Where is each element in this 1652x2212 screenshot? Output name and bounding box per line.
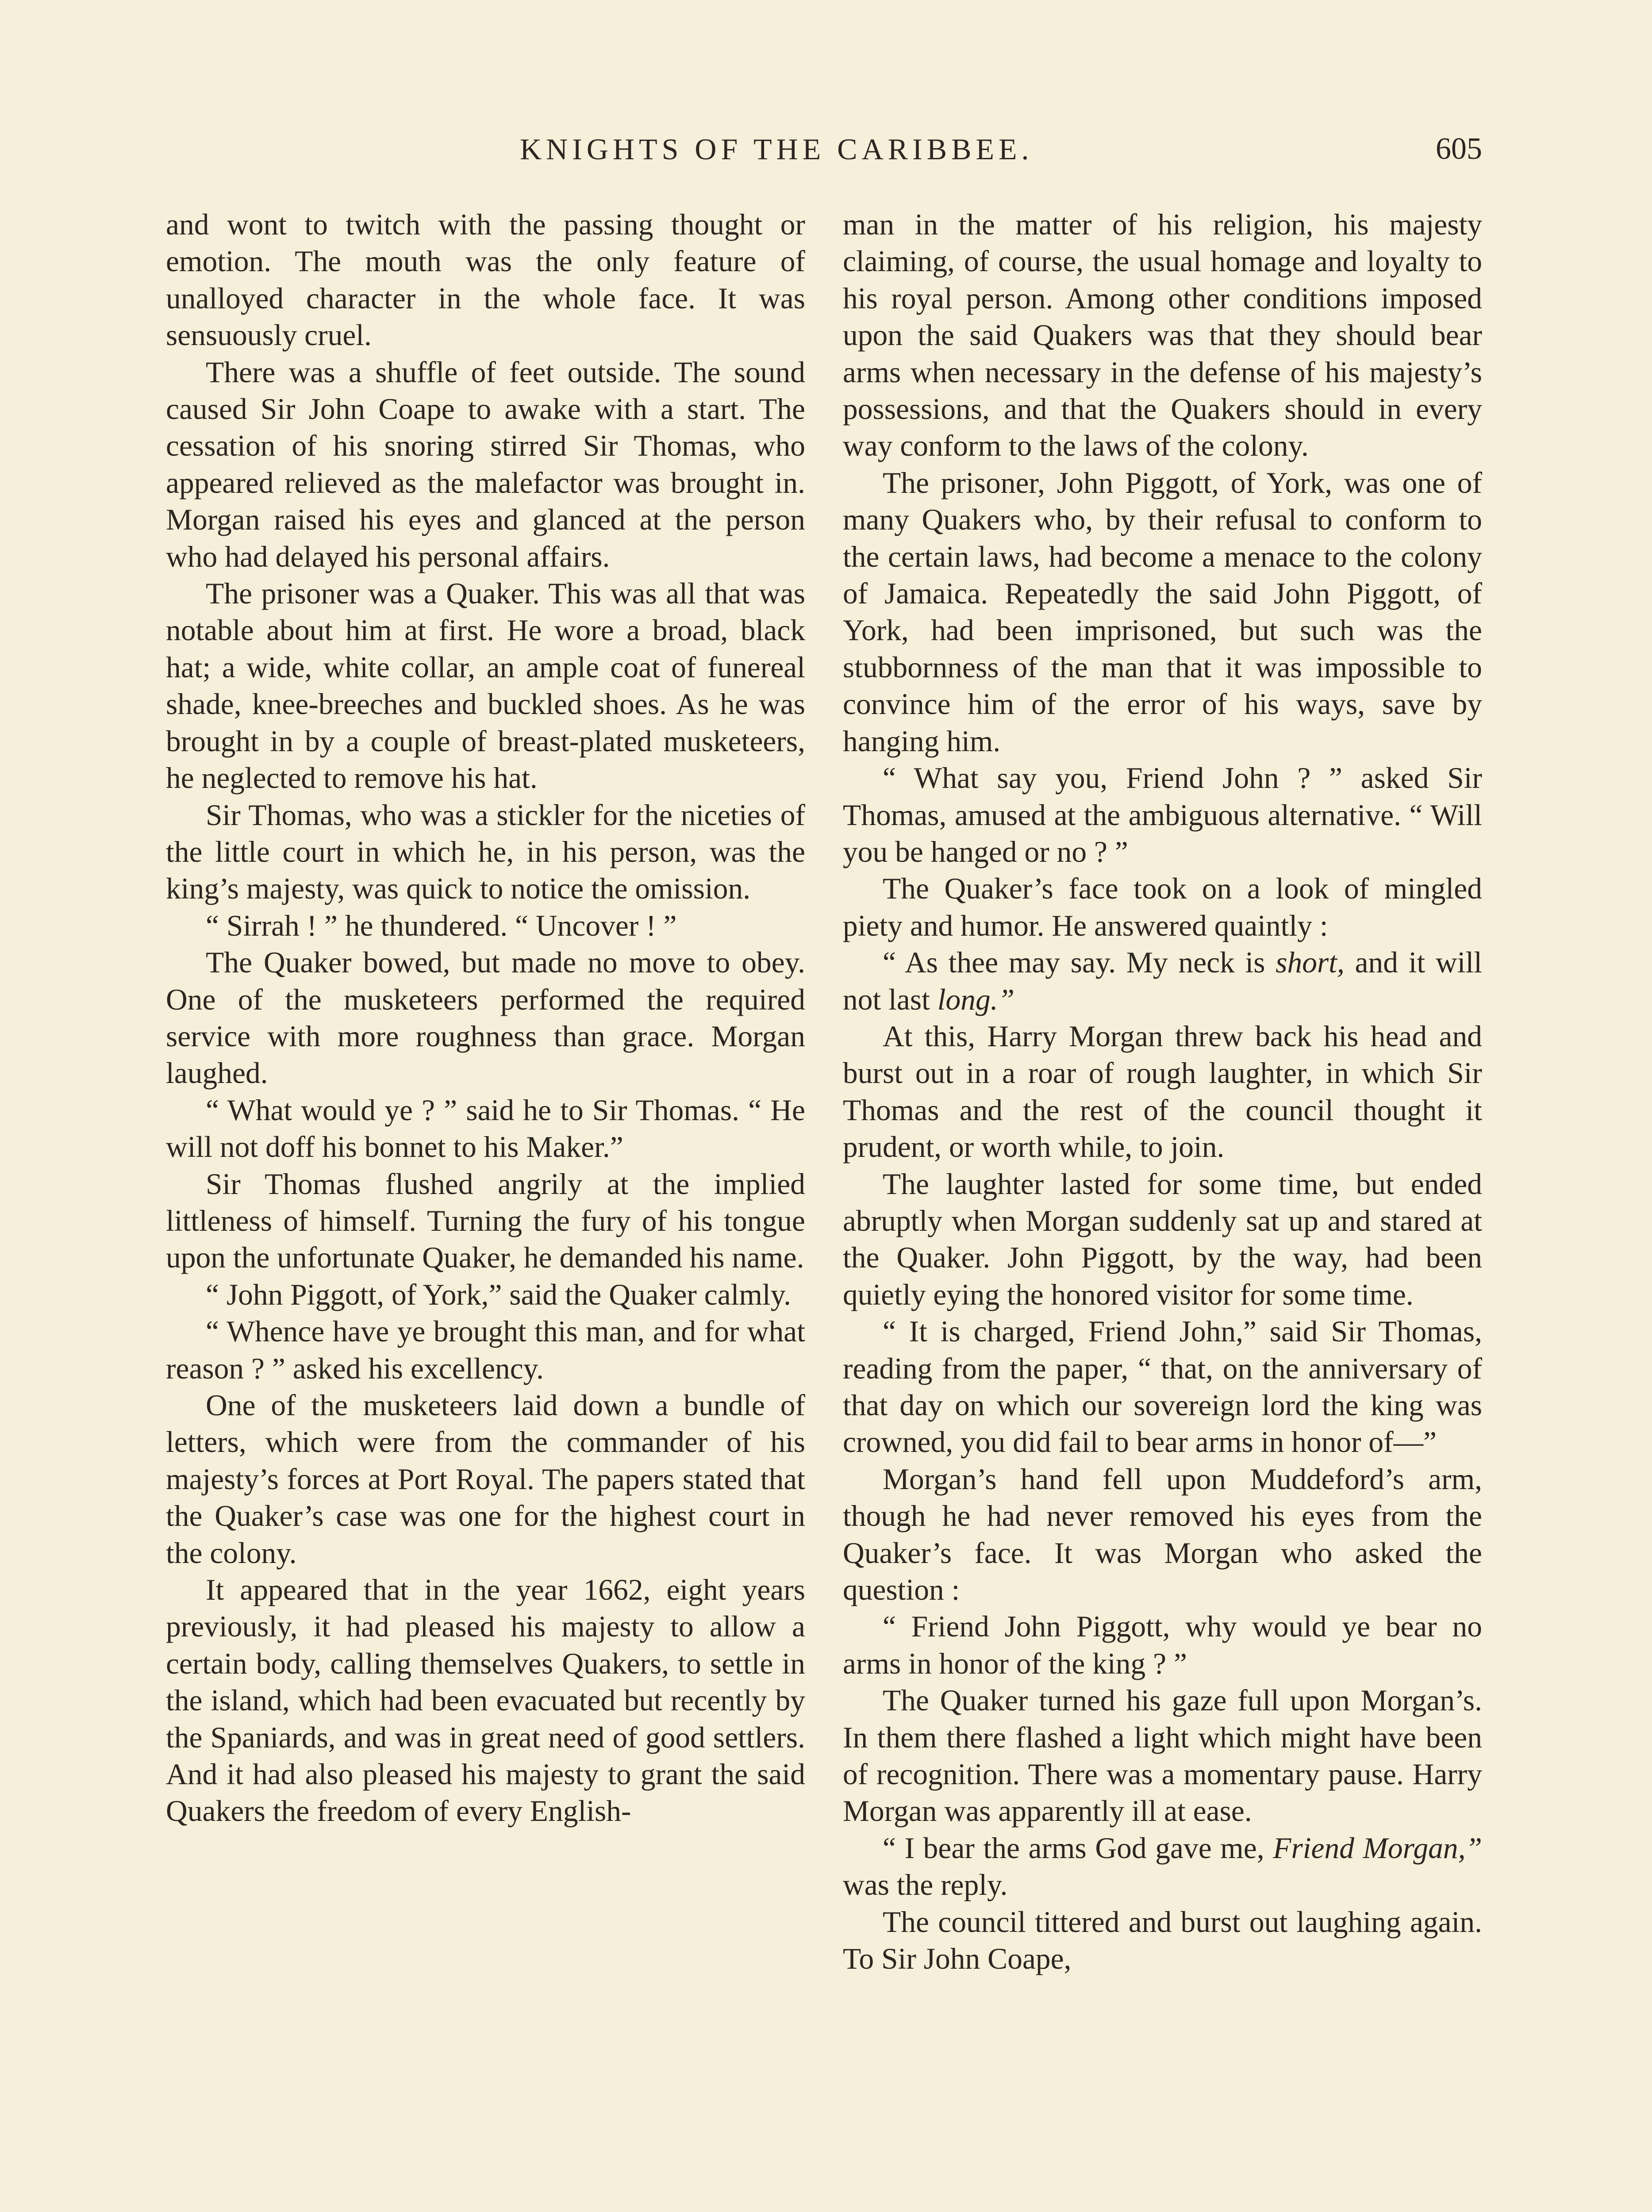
paragraph	[843, 870, 1482, 944]
paragraph	[166, 354, 805, 575]
paragraph	[843, 944, 1482, 1018]
page-number: 605	[1436, 132, 1482, 166]
paragraph	[166, 1166, 805, 1276]
paragraph	[166, 1092, 805, 1166]
paragraph-text: Sir Thomas flushed angrily at the implied littleness of himself. Turning the fury of his tongue upon the unfortunate Quaker, he demanded his name.	[166, 1167, 805, 1275]
paragraph-text: The council tittered and burst out laughing again. To Sir John Coape,	[843, 1905, 1482, 1976]
paragraph-text: One of the musketeers laid down a bundle of letters, which were from the commander of his majesty’s forces at Port Royal. The papers stated that the Quaker’s case was one for the highest court in the colony.	[166, 1389, 805, 1570]
paragraph	[166, 575, 805, 796]
paragraph	[843, 760, 1482, 870]
paragraph	[166, 797, 805, 907]
right-text-column	[843, 206, 1482, 1978]
paragraph	[843, 1904, 1482, 1978]
paragraph-text: Sir Thomas, who was a stickler for the niceties of the little court in which he, in his person, was the king’s majesty, was quick to notice the omission.	[166, 798, 805, 906]
paragraph-text: “ As thee may say. My neck is	[883, 946, 1276, 979]
paragraph-text: The Quaker’s face took on a look of mingled piety and humor. He answered quaintly :	[843, 872, 1482, 942]
paragraph	[166, 907, 805, 944]
paragraph-text: “ It is charged, Friend John,” said Sir Thomas, reading from the paper, “ that, on the anniversary of that day on which our sovereign lord the king was crowned, you did fail to bear arms in honor of—”	[843, 1315, 1482, 1459]
italic-text: short,	[1275, 946, 1345, 979]
paragraph-text: “ Sirrah ! ” he thundered. “ Uncover ! ”	[206, 909, 677, 942]
paragraph	[843, 1830, 1482, 1904]
paragraph-text: The prisoner, John Piggott, of York, was one of many Quakers who, by their refusal to conform to the certain laws, had become a menace to the colony of Jamaica. Repeatedly the said John Piggott, of York, had been imprisoned, but such was the stubbornness of the man that it was impossible to convince him of the error of his ways, save by hanging him.	[843, 466, 1482, 758]
paragraph	[843, 1018, 1482, 1166]
paragraph	[843, 1166, 1482, 1313]
paragraph-text: At this, Harry Morgan threw back his head and burst out in a roar of rough laughter, in which Sir Thomas and the rest of the council thought it prudent, or worth while, to join.	[843, 1019, 1482, 1164]
paragraph-text: man in the matter of his religion, his majesty claiming, of course, the usual homage and loyalty to his royal person. Among other conditions imposed upon the said Quakers was that they should bear arms when necessary in the defense of his majesty’s possessions, and that the Quakers should in every way conform to the laws of the colony.	[843, 208, 1482, 463]
paragraph-text: It appeared that in the year 1662, eight years previously, it had pleased his majesty to allow a certain body, calling themselves Quakers, to settle in the island, which had been evacuated but recently by the Spaniards, and was in great need of good settlers. And it had also pleased his majesty to grant the said Quakers the freedom of every English-	[166, 1573, 805, 1828]
paragraph	[843, 1682, 1482, 1830]
italic-text: long.”	[937, 983, 1015, 1016]
paragraph-text: The Quaker turned his gaze full upon Morgan’s. In them there flashed a light which might have been of recognition. There was a momentary pause. Harry Morgan was apparently ill at ease.	[843, 1684, 1482, 1828]
paragraph	[166, 206, 805, 354]
page-header	[166, 125, 1482, 173]
paragraph	[166, 1276, 805, 1313]
paragraph-text: “ I bear the arms God gave me,	[883, 1831, 1273, 1865]
paragraph	[843, 465, 1482, 760]
paragraph-text: There was a shuffle of feet outside. The sound caused Sir John Coape to awake with a start. The cessation of his snoring stirred Sir Thomas, who appeared relieved as the malefactor was brought in. Morgan raised his eyes and glanced at the person who had delayed his personal affairs.	[166, 355, 805, 573]
paragraph-text: “ Friend John Piggott, why would ye bear no arms in honor of the king ? ”	[843, 1610, 1482, 1680]
paragraph-text: “ What would ye ? ” said he to Sir Thomas. “ He will not doff his bonnet to his Maker.”	[166, 1093, 805, 1164]
running-title: KNIGHTS OF THE CARIBBEE.	[520, 132, 1033, 166]
paragraph	[843, 206, 1482, 465]
left-text-column	[166, 206, 805, 1830]
paragraph-text: “ What say you, Friend John ? ” asked Sir Thomas, amused at the ambiguous alternative. “ Will you be hanged or no ? ”	[843, 761, 1482, 868]
paragraph	[166, 1387, 805, 1571]
italic-text: Friend Morgan,”	[1273, 1831, 1482, 1865]
paragraph-text: and wont to twitch with the passing thought or emotion. The mouth was the only feature of unalloyed character in the whole face. It was sensuously cruel.	[166, 208, 805, 352]
paragraph	[166, 944, 805, 1092]
paragraph-text: The Quaker bowed, but made no move to obey. One of the musketeers performed the required service with more roughness than grace. Morgan laughed.	[166, 946, 805, 1090]
paragraph	[843, 1608, 1482, 1682]
paragraph-text: “ Whence have ye brought this man, and for what reason ? ” asked his excellency.	[166, 1315, 805, 1385]
paragraph-text: Morgan’s hand fell upon Muddeford’s arm, though he had never removed his eyes from the Quaker’s face. It was Morgan who asked the question :	[843, 1462, 1482, 1607]
paragraph	[843, 1461, 1482, 1609]
paragraph	[166, 1571, 805, 1830]
paragraph-text: was the reply.	[843, 1868, 1008, 1902]
paragraph	[166, 1313, 805, 1387]
paragraph-text: The prisoner was a Quaker. This was all that was notable about him at first. He wore a broad, black hat; a wide, white collar, an ample coat of funereal shade, knee-breeches and buckled shoes. As he was brought in by a couple of breast-plated musketeers, he neglected to remove his hat.	[166, 577, 805, 795]
paragraph	[843, 1313, 1482, 1461]
paragraph-text: “ John Piggott, of York,” said the Quaker calmly.	[206, 1278, 791, 1311]
paragraph-text: The laughter lasted for some time, but ended abruptly when Morgan suddenly sat up and stared at the Quaker. John Piggott, by the way, had been quietly eying the honored visitor for some time.	[843, 1167, 1482, 1311]
paragraph-text: and it will not last	[843, 946, 1482, 1016]
